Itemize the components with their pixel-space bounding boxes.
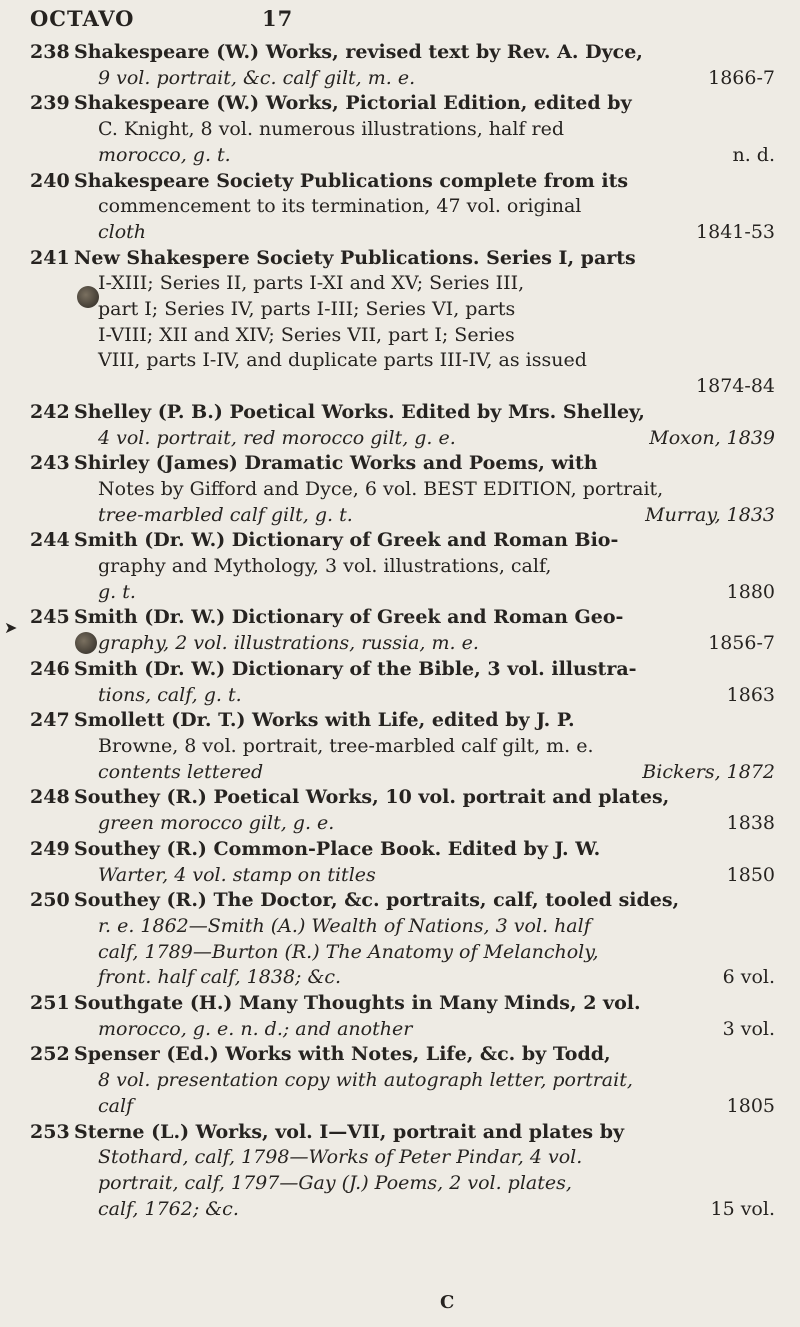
lot-number: 240 (30, 169, 70, 192)
margin-arrow-icon: ➤ (4, 618, 18, 637)
lot-title: Southey (R.) Common-Place Book. Edited by J. W. (74, 837, 601, 860)
lot-date: 1880 (726, 580, 775, 603)
lot-entry (30, 400, 775, 451)
lot-description: morocco, g. t. (98, 143, 231, 166)
lot-line: Notes by Gifford and Dyce, 6 vol. BEST EDITION, portrait, (98, 477, 664, 500)
lot-number: 242 (30, 400, 70, 423)
lot-entry (30, 1120, 775, 1223)
lot-entry (30, 451, 775, 528)
lot-date: 1841-53 (696, 220, 775, 243)
lot-line: calf, 1789—Burton (R.) The Anatomy of Melancholy, (98, 940, 599, 963)
lot-date: 3 vol. (722, 1017, 775, 1040)
lot-number: 250 (30, 889, 70, 912)
lot-entry (30, 528, 775, 605)
lot-line: commencement to its termination, 47 vol. original (98, 195, 582, 218)
lot-date: 1874-84 (696, 375, 775, 398)
lot-description: cloth (98, 220, 147, 243)
lot-date: 1805 (726, 1094, 775, 1117)
lot-description: tree-marbled calf gilt, g. t. (98, 503, 353, 526)
lot-number: 251 (30, 992, 70, 1015)
lot-date: 1838 (726, 812, 775, 835)
lot-number: 238 (30, 41, 70, 63)
lot-line: VIII, parts I-IV, and duplicate parts III-IV, as issued (98, 349, 587, 372)
lot-title: Smith (Dr. W.) Dictionary of Greek and Roman Bio- (74, 529, 619, 552)
lot-entry (30, 605, 775, 656)
lot-date: 1850 (726, 863, 775, 886)
lot-description: Warter, 4 vol. stamp on titles (98, 863, 376, 886)
lot-title: Smith (Dr. W.) Dictionary of the Bible, 3 vol. illustra- (74, 657, 637, 680)
lot-number: 247 (30, 709, 70, 732)
lot-date: 1863 (726, 683, 775, 706)
lot-entry (30, 91, 775, 168)
lot-number: 248 (30, 786, 70, 809)
lot-title: Shakespeare Society Publications complete from its (74, 169, 629, 192)
lot-date: n. d. (732, 143, 775, 166)
lot-line: graphy and Mythology, 3 vol. illustrations, calf, (98, 555, 552, 578)
lot-date: 6 vol. (722, 966, 775, 989)
lot-line: I-VIII; XII and XIV; Series VII, part I; Series (98, 323, 515, 346)
lot-title: Shelley (P. B.) Poetical Works. Edited by Mrs. Shelley, (74, 400, 645, 423)
lot-description: 4 vol. portrait, red morocco gilt, g. e. (98, 426, 456, 449)
page-number: 17 (262, 6, 294, 31)
lot-title: Smollett (Dr. T.) Works with Life, edited by J. P. (74, 709, 575, 732)
lot-number: 253 (30, 1120, 70, 1143)
lot-entry (30, 708, 775, 785)
lot-date: Moxon, 1839 (649, 426, 775, 449)
lot-title: Smith (Dr. W.) Dictionary of Greek and Roman Geo- (74, 606, 624, 629)
lot-description: calf (98, 1094, 134, 1117)
lot-title: New Shakespere Society Publications. Series I, parts (74, 246, 636, 269)
lot-list (30, 40, 775, 1222)
lot-date: 15 vol. (710, 1197, 775, 1220)
lot-line: portrait, calf, 1797—Gay (J.) Poems, 2 vol. plates, (98, 1171, 572, 1194)
lot-entry (30, 40, 775, 91)
lot-description: 9 vol. portrait, &c. calf gilt, m. e. (98, 66, 416, 89)
lot-entry (30, 246, 775, 400)
lot-number: 249 (30, 837, 70, 860)
lot-title: Sterne (L.) Works, vol. I—VII, portrait and plates by (74, 1120, 625, 1143)
lot-description: g. t. (98, 580, 136, 603)
lot-number: 243 (30, 452, 70, 475)
lot-title: Southey (R.) The Doctor, &c. portraits, calf, tooled sides, (74, 889, 680, 912)
lot-title: Southgate (H.) Many Thoughts in Many Minds, 2 vol. (74, 992, 641, 1015)
lot-line: Browne, 8 vol. portrait, tree-marbled calf gilt, m. e. (98, 734, 594, 757)
lot-title: Shakespeare (W.) Works, revised text by Rev. A. Dyce, (74, 41, 643, 63)
lot-line: part I; Series IV, parts I-III; Series VI, parts (98, 298, 516, 321)
lot-title: Southey (R.) Poetical Works, 10 vol. portrait and plates, (74, 786, 670, 809)
lot-description: front. half calf, 1838; &c. (98, 966, 342, 989)
lot-entry (30, 991, 775, 1042)
lot-description: tions, calf, g. t. (98, 683, 242, 706)
lot-description: graphy, 2 vol. illustrations, russia, m. e. (98, 632, 479, 655)
lot-entry (30, 837, 775, 888)
lot-date: 1866-7 (708, 66, 775, 89)
lot-date: Murray, 1833 (645, 503, 775, 526)
lot-title: Spenser (Ed.) Works with Notes, Life, &c. by Todd, (74, 1043, 611, 1066)
lot-number: 241 (30, 246, 70, 269)
lot-line: r. e. 1862—Smith (A.) Wealth of Nations, 3 vol. half (98, 914, 591, 937)
lot-line: Stothard, calf, 1798—Works of Peter Pindar, 4 vol. (98, 1146, 583, 1169)
lot-number: 245 (30, 606, 70, 629)
lot-date: 1856-7 (708, 632, 775, 655)
lot-entry (30, 1042, 775, 1119)
lot-line: I-XIII; Series II, parts I-XI and XV; Series III, (98, 272, 525, 295)
lot-entry (30, 657, 775, 708)
lot-number: 239 (30, 92, 70, 115)
lot-title: Shirley (James) Dramatic Works and Poems, with (74, 452, 598, 475)
lot-date: Bickers, 1872 (642, 760, 775, 783)
lot-entry (30, 888, 775, 991)
lot-entry (30, 169, 775, 246)
lot-line: C. Knight, 8 vol. numerous illustrations, half red (98, 118, 564, 141)
lot-description: green morocco gilt, g. e. (98, 812, 335, 835)
lot-number: 244 (30, 529, 70, 552)
lot-description: contents lettered (98, 760, 264, 783)
lot-description: morocco, g. e. n. d.; and another (98, 1017, 413, 1040)
section-title: OCTAVO (30, 6, 135, 31)
lot-description: calf, 1762; &c. (98, 1197, 239, 1220)
lot-title: Shakespeare (W.) Works, Pictorial Edition, edited by (74, 92, 632, 115)
lot-number: 252 (30, 1043, 70, 1066)
lot-line: 8 vol. presentation copy with autograph letter, portrait, (98, 1069, 633, 1092)
lot-entry (30, 785, 775, 836)
signature-mark: C (440, 1292, 455, 1313)
lot-number: 246 (30, 657, 70, 680)
